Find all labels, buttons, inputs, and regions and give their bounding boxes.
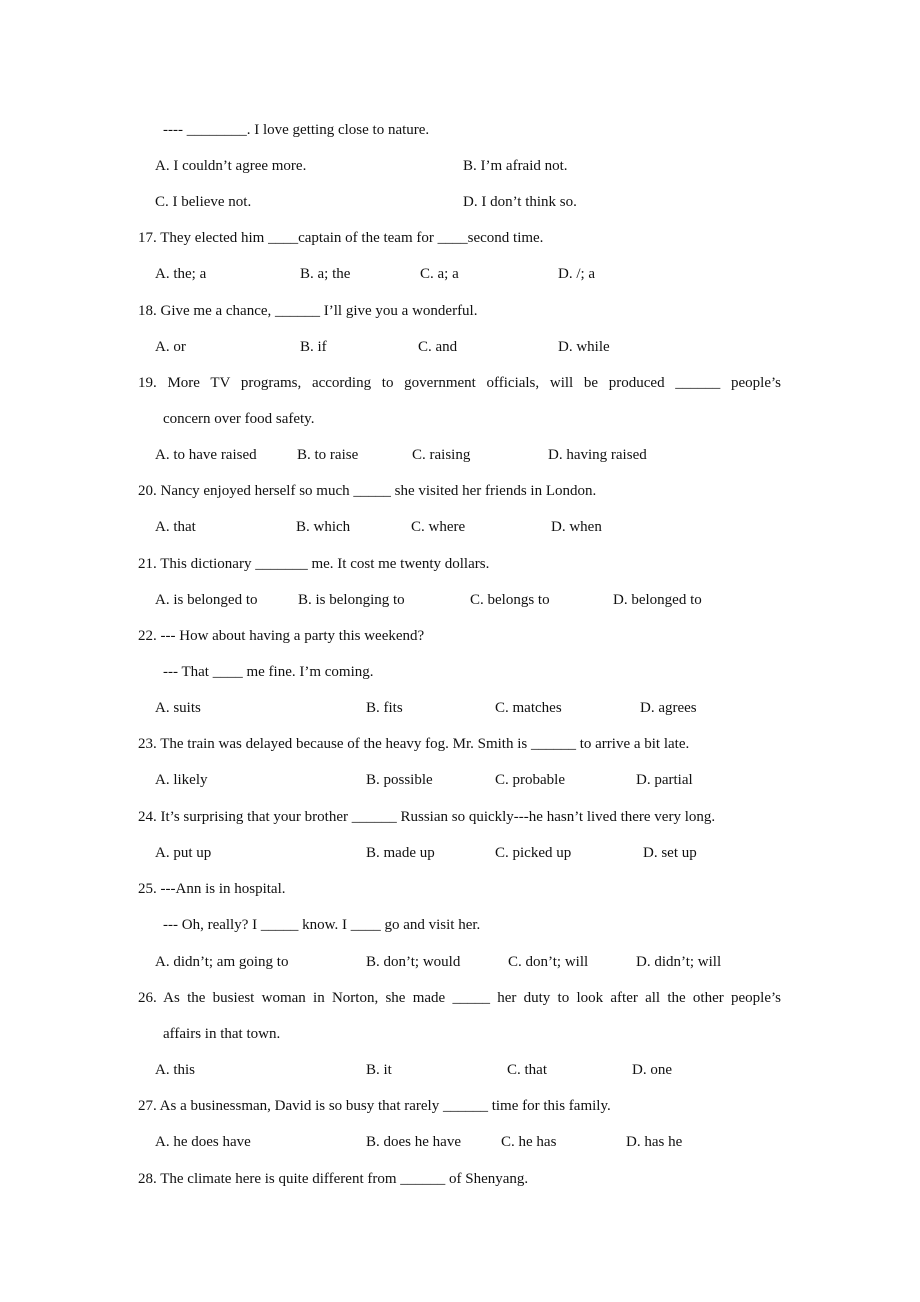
q22-option-a: A. suits xyxy=(155,700,201,716)
q23-option-a: A. likely xyxy=(155,772,208,788)
q22-stem: 22. --- How about having a party this weekend? xyxy=(138,628,425,644)
q23-option-d: D. partial xyxy=(636,772,693,788)
q24-stem: 24. It’s surprising that your brother ______ Russian so quickly---he hasn’t lived there very long. xyxy=(138,809,716,825)
q18-option-d: D. while xyxy=(558,339,610,355)
q18-option-c: C. and xyxy=(418,339,458,355)
q22-option-c: C. matches xyxy=(495,700,562,716)
q18-stem: 18. Give me a chance, ______ I’ll give you a wonderful. xyxy=(138,303,478,319)
q26-stem: 26. As the busiest woman in Norton, she made _____ her duty to look after all the other people’s xyxy=(138,990,781,1006)
q27-stem: 27. As a businessman, David is so busy that rarely ______ time for this family. xyxy=(138,1098,611,1114)
q25-option-b: B. don’t; would xyxy=(366,954,461,970)
q16-option-b: B. I’m afraid not. xyxy=(463,158,568,174)
q23-stem: 23. The train was delayed because of the heavy fog. Mr. Smith is ______ to arrive a bit late. xyxy=(138,736,690,752)
q20-option-d: D. when xyxy=(551,519,602,535)
q20-option-b: B. which xyxy=(296,519,351,535)
q21-option-a: A. is belonged to xyxy=(155,592,258,608)
q17-option-b: B. a; the xyxy=(300,266,351,282)
q25-response: --- Oh, really? I _____ know. I ____ go and visit her. xyxy=(163,917,481,933)
q19-option-b: B. to raise xyxy=(297,447,359,463)
q17-option-d: D. /; a xyxy=(558,266,596,282)
q19-option-c: C. raising xyxy=(412,447,471,463)
q27-option-d: D. has he xyxy=(626,1134,683,1150)
q16-option-a: A. I couldn’t agree more. xyxy=(155,158,307,174)
q26-option-a: A. this xyxy=(155,1062,196,1078)
q17-option-c: C. a; a xyxy=(420,266,459,282)
q23-option-b: B. possible xyxy=(366,772,433,788)
q26-option-d: D. one xyxy=(632,1062,672,1078)
q19-option-a: A. to have raised xyxy=(155,447,257,463)
q25-option-a: A. didn’t; am going to xyxy=(155,954,289,970)
q16-option-d: D. I don’t think so. xyxy=(463,194,577,210)
q22-option-d: D. agrees xyxy=(640,700,697,716)
q26-stem-continued: affairs in that town. xyxy=(163,1026,281,1042)
q21-stem: 21. This dictionary _______ me. It cost me twenty dollars. xyxy=(138,556,490,572)
q19-option-d: D. having raised xyxy=(548,447,647,463)
q18-option-a: A. or xyxy=(155,339,186,355)
q20-option-a: A. that xyxy=(155,519,196,535)
q27-option-b: B. does he have xyxy=(366,1134,461,1150)
q24-option-c: C. picked up xyxy=(495,845,572,861)
q16-response: ---- ________. I love getting close to nature. xyxy=(163,122,430,138)
q18-option-b: B. if xyxy=(300,339,327,355)
q28-stem: 28. The climate here is quite different from ______ of Shenyang. xyxy=(138,1171,529,1187)
q27-option-c: C. he has xyxy=(501,1134,557,1150)
q22-response: --- That ____ me fine. I’m coming. xyxy=(163,664,374,680)
q19-stem-continued: concern over food safety. xyxy=(163,411,315,427)
q20-option-c: C. where xyxy=(411,519,466,535)
q25-option-c: C. don’t; will xyxy=(508,954,589,970)
q19-stem: 19. More TV programs, according to government officials, will be produced ______ people’s xyxy=(138,375,781,391)
q21-option-b: B. is belonging to xyxy=(298,592,405,608)
q17-stem: 17. They elected him ____captain of the team for ____second time. xyxy=(138,230,544,246)
q20-stem: 20. Nancy enjoyed herself so much _____ she visited her friends in London. xyxy=(138,483,597,499)
q23-option-c: C. probable xyxy=(495,772,565,788)
q26-option-b: B. it xyxy=(366,1062,392,1078)
q21-option-c: C. belongs to xyxy=(470,592,550,608)
q24-option-b: B. made up xyxy=(366,845,435,861)
q16-option-c: C. I believe not. xyxy=(155,194,252,210)
q25-stem: 25. ---Ann is in hospital. xyxy=(138,881,286,897)
q24-option-d: D. set up xyxy=(643,845,697,861)
q17-option-a: A. the; a xyxy=(155,266,207,282)
q24-option-a: A. put up xyxy=(155,845,212,861)
q22-option-b: B. fits xyxy=(366,700,403,716)
q27-option-a: A. he does have xyxy=(155,1134,251,1150)
q25-option-d: D. didn’t; will xyxy=(636,954,722,970)
q26-option-c: C. that xyxy=(507,1062,547,1078)
q21-option-d: D. belonged to xyxy=(613,592,702,608)
